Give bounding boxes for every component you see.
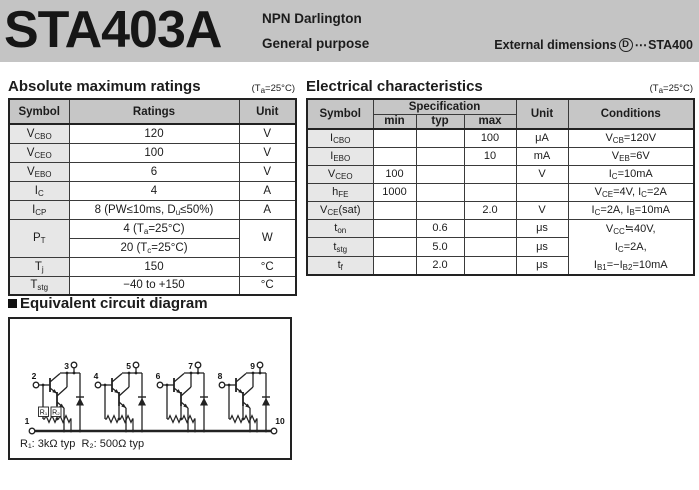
table-row <box>9 219 296 238</box>
circuit-section <box>8 295 295 460</box>
abs-max-header <box>8 78 295 95</box>
rating-cell: 20 $(T_c=25^\circ C)$ <box>69 238 239 257</box>
min-cell <box>373 147 416 165</box>
device-type <box>262 6 369 56</box>
rating-cell: 100 <box>69 143 239 162</box>
column-header-specification: Specification <box>373 99 516 114</box>
rating-cell: −40 to +150 <box>69 276 239 295</box>
external-dimensions-label: External dimensions <box>494 37 617 52</box>
unit-cell: μs <box>516 256 568 275</box>
table-row <box>307 147 694 165</box>
abs-max-table <box>8 98 297 296</box>
conditions-cell: $V_{CE}=4V$, $I_C=2A$ <box>568 183 694 201</box>
table-row <box>9 257 296 276</box>
pin-label: 4 <box>93 371 99 381</box>
circuit-diagram-box <box>8 317 292 460</box>
table-row <box>9 200 296 219</box>
unit-cell: μs <box>516 219 568 238</box>
circuit-title-row <box>8 295 295 312</box>
pin-label: 3 <box>64 361 69 371</box>
max-cell: 100 <box>464 129 516 147</box>
unit-cell: V <box>239 143 296 162</box>
symbol-cell: $V_{CEO}$ <box>307 165 373 183</box>
device-type-line1: NPN Darlington <box>262 11 362 26</box>
max-cell: 2.0 <box>464 201 516 219</box>
unit-cell: V <box>516 165 568 183</box>
typ-cell <box>416 129 464 147</box>
column-header-unit: Unit <box>516 99 568 129</box>
symbol-cell: $V_{CBO}$ <box>9 124 69 143</box>
conditions-cell: $V_{CB}=120V$ <box>568 129 694 147</box>
part-number: STA403A <box>4 0 222 59</box>
conditions-cell: $I_C=10mA$ <box>568 165 694 183</box>
unit-cell: °C <box>239 276 296 295</box>
rating-cell: 8 (PW≤10ms, $D_u\le 50\%$) <box>69 200 239 219</box>
resistor-r2-label: R₂ <box>52 409 60 417</box>
table-row <box>9 124 296 143</box>
pin-label: 7 <box>188 361 193 371</box>
table-row <box>307 183 694 201</box>
min-cell <box>373 129 416 147</box>
abs-max-section <box>8 78 295 296</box>
symbol-cell: $V_{CE}(sat)$ <box>307 201 373 219</box>
elec-char-title: Electrical characteristics <box>306 78 483 95</box>
pin-label: 9 <box>250 361 255 371</box>
column-header-max: max <box>464 114 516 129</box>
pin-label: 6 <box>155 371 161 381</box>
typ-cell <box>416 201 464 219</box>
conditions-cell: $I_C=2A$, $I_B=10mA$ <box>568 201 694 219</box>
header-band <box>0 0 699 62</box>
table-row <box>307 129 694 147</box>
column-header-symbol: Symbol <box>9 99 69 124</box>
elec-char-section <box>306 78 693 276</box>
min-cell: 1000 <box>373 183 416 201</box>
resistor-r1-label: R₁ <box>39 409 48 417</box>
pin-label: 2 <box>31 371 37 381</box>
symbol-cell: $h_{FE}$ <box>307 183 373 201</box>
rating-cell: 6 <box>69 162 239 181</box>
resistor-values-note: R₁: 3kΩ typ R₂: 500Ω typ <box>20 438 145 450</box>
conditions-cell-merged <box>568 219 694 275</box>
unit-cell: W <box>239 219 296 257</box>
symbol-cell: $I_{EBO}$ <box>307 147 373 165</box>
max-cell <box>464 238 516 257</box>
symbol-cell: $I_C$ <box>9 181 69 200</box>
typ-cell: 5.0 <box>416 238 464 257</box>
unit-cell: V <box>239 162 296 181</box>
device-type-line2: General purpose <box>262 36 370 51</box>
symbol-cell: $V_{CEO}$ <box>9 143 69 162</box>
condition-line: $V_{CC}≒40V$, <box>605 222 656 236</box>
conditions-cell: $V_{EB}=6V$ <box>568 147 694 165</box>
symbol-cell: $t_{stg}$ <box>307 238 373 257</box>
table-row <box>307 201 694 219</box>
max-cell <box>464 219 516 238</box>
column-header-min: min <box>373 114 416 129</box>
symbol-cell: $t_f$ <box>307 256 373 275</box>
pin-label: 1 <box>24 416 30 426</box>
package-letter-badge: D <box>619 38 633 52</box>
unit-cell: A <box>239 200 296 219</box>
unit-cell: A <box>239 181 296 200</box>
table-row <box>9 181 296 200</box>
elec-char-table <box>306 98 695 276</box>
max-cell <box>464 256 516 275</box>
column-header-ratings: Ratings <box>69 99 239 124</box>
symbol-cell: $T_j$ <box>9 257 69 276</box>
rating-cell: 4 $(T_a=25^\circ C)$ <box>69 219 239 238</box>
elec-char-temp-note: $(T_a=25^\circ C)$ <box>649 83 693 95</box>
symbol-cell: $T_{stg}$ <box>9 276 69 295</box>
min-cell <box>373 238 416 257</box>
table-row <box>9 143 296 162</box>
rating-cell: 150 <box>69 257 239 276</box>
table-header-row <box>307 99 694 114</box>
abs-max-title: Absolute maximum ratings <box>8 78 201 95</box>
abs-max-temp-note: $(T_a=25^\circ C)$ <box>251 83 295 95</box>
table-row <box>307 165 694 183</box>
rating-cell: 4 <box>69 181 239 200</box>
column-header-conditions: Conditions <box>568 99 694 129</box>
max-cell <box>464 183 516 201</box>
rating-cell: 120 <box>69 124 239 143</box>
column-header-unit: Unit <box>239 99 296 124</box>
min-cell <box>373 256 416 275</box>
unit-cell: μs <box>516 238 568 257</box>
typ-cell: 0.6 <box>416 219 464 238</box>
table-row <box>9 162 296 181</box>
pin-label: 8 <box>217 371 223 381</box>
min-cell <box>373 219 416 238</box>
pin-label: 5 <box>126 361 131 371</box>
equivalent-circuit-svg <box>10 319 289 457</box>
typ-cell <box>416 147 464 165</box>
elec-char-header <box>306 78 693 95</box>
unit-cell: °C <box>239 257 296 276</box>
symbol-cell: $P_T$ <box>9 219 69 257</box>
symbol-cell: $V_{EBO}$ <box>9 162 69 181</box>
section-marker-square-icon <box>8 299 17 308</box>
typ-cell: 2.0 <box>416 256 464 275</box>
symbol-cell: $I_{CBO}$ <box>307 129 373 147</box>
column-header-typ: typ <box>416 114 464 129</box>
max-cell <box>464 165 516 183</box>
unit-cell <box>516 183 568 201</box>
unit-cell: V <box>516 201 568 219</box>
pin-label: 10 <box>275 416 285 426</box>
unit-cell: V <box>239 124 296 143</box>
condition-line: $I_C=2A$, <box>614 240 647 254</box>
symbol-cell: $I_{CP}$ <box>9 200 69 219</box>
typ-cell <box>416 183 464 201</box>
condition-line: $I_{B1}=-I_{B2}=10mA$ <box>593 258 668 272</box>
symbol-cell: $t_{on}$ <box>307 219 373 238</box>
circuit-title: Equivalent circuit diagram <box>20 295 208 312</box>
external-dimensions <box>494 37 693 52</box>
table-header-row <box>9 99 296 124</box>
package-ref: STA400 <box>648 37 693 52</box>
min-cell: 100 <box>373 165 416 183</box>
table-row <box>307 219 694 238</box>
column-header-symbol: Symbol <box>307 99 373 129</box>
dots-separator: ⋯ <box>634 38 648 52</box>
typ-cell <box>416 165 464 183</box>
min-cell <box>373 201 416 219</box>
unit-cell: mA <box>516 147 568 165</box>
unit-cell: μA <box>516 129 568 147</box>
table-row <box>9 276 296 295</box>
max-cell: 10 <box>464 147 516 165</box>
